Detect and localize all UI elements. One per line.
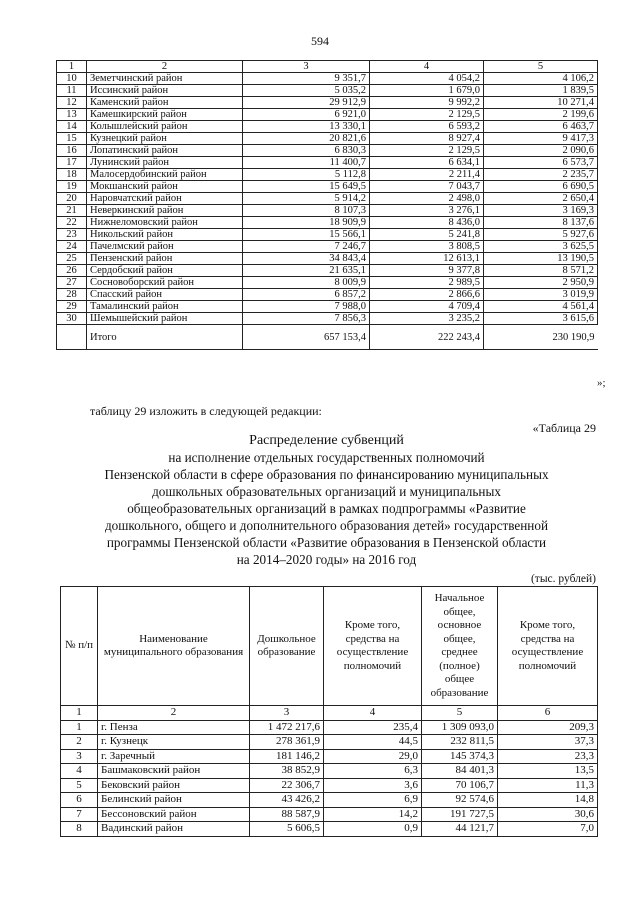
table-label: «Таблица 29 (532, 421, 596, 435)
table-row (57, 169, 598, 181)
table-cell: 8 107,3 (243, 205, 370, 217)
table-cell: 88 587,9 (250, 807, 324, 822)
table-cell: 8 009,9 (243, 277, 370, 289)
table-cell: 26 (57, 265, 87, 277)
table-cell: 6 690,5 (484, 181, 598, 193)
table-cell: Дошкольное образование (250, 587, 324, 706)
table-cell: 9 351,7 (243, 73, 370, 85)
table-cell (57, 325, 87, 350)
table-cell: Шемышейский район (87, 313, 243, 325)
table-cell: 2 129,5 (370, 109, 484, 121)
table-cell: 23,3 (498, 749, 598, 764)
table-cell: 30,6 (498, 807, 598, 822)
amendment-text: таблицу 29 изложить в следующей редакции: (90, 404, 322, 418)
table-cell: Итого (87, 325, 243, 350)
title-line: общеобразовательных организаций в рамках подпрограммы «Развитие (127, 501, 526, 516)
table-cell: 3 808,5 (370, 241, 484, 253)
table-cell: Наровчатский район (87, 193, 243, 205)
title-line: дошкольного, общего и дополнительного образования детей» государственной (104, 518, 549, 533)
table-cell: 13 190,5 (484, 253, 598, 265)
table-cell: 3 625,5 (484, 241, 598, 253)
table-cell: 23 (57, 229, 87, 241)
table-row (57, 217, 598, 229)
table-cell: Мокшанский район (87, 181, 243, 193)
table-row (57, 277, 598, 289)
table-cell: 2 650,4 (484, 193, 598, 205)
table-cell: 1 (57, 61, 87, 73)
table-cell: 8 436,0 (370, 217, 484, 229)
table-cell: 5 (484, 61, 598, 73)
table-cell: 3 (243, 61, 370, 73)
table-cell: 145 374,3 (422, 749, 498, 764)
table-cell: 20 821,6 (243, 133, 370, 145)
table-cell: 19 (57, 181, 87, 193)
table-cell: 3 019,9 (484, 289, 598, 301)
table-cell: 14,8 (498, 793, 598, 808)
table-row (61, 778, 598, 793)
table-cell: 6 (498, 706, 598, 721)
table-header-row (57, 61, 598, 73)
table-cell: 8 571,2 (484, 265, 598, 277)
table-cell: 3 615,6 (484, 313, 598, 325)
table-cell: 2 989,5 (370, 277, 484, 289)
table-cell: 2 199,6 (484, 109, 598, 121)
table-cell: 2 235,7 (484, 169, 598, 181)
table-row (57, 301, 598, 313)
table-cell: 28 (57, 289, 87, 301)
table-cell: 16 (57, 145, 87, 157)
table-row (57, 241, 598, 253)
table-cell: 2 211,4 (370, 169, 484, 181)
subvention-table-29 (60, 586, 598, 837)
table-cell: 8 927,4 (370, 133, 484, 145)
table-cell: 8 (61, 822, 98, 837)
table-cell: 30 (57, 313, 87, 325)
table-cell: 92 574,6 (422, 793, 498, 808)
table-row (57, 229, 598, 241)
table-row (61, 764, 598, 779)
title-line: Распределение субвенций (249, 433, 404, 448)
table-cell: 29 (57, 301, 87, 313)
table-cell: 4 106,2 (484, 73, 598, 85)
table-cell: 34 843,4 (243, 253, 370, 265)
table-cell: 11 400,7 (243, 157, 370, 169)
page-number: 594 (311, 34, 329, 48)
table-row (61, 822, 598, 837)
table-cell: 2 (98, 706, 250, 721)
table-cell: 6 593,2 (370, 121, 484, 133)
table-cell: Тамалинский район (87, 301, 243, 313)
table-row (61, 720, 598, 735)
table-cell: Лунинский район (87, 157, 243, 169)
table-cell: 24 (57, 241, 87, 253)
table-cell: 6,9 (324, 793, 422, 808)
table-cell: 6,3 (324, 764, 422, 779)
table-cell: 4 (61, 764, 98, 779)
table-cell: 4 709,4 (370, 301, 484, 313)
table-cell: 4 (324, 706, 422, 721)
table-cell: 12 (57, 97, 87, 109)
table-cell: Лопатинский район (87, 145, 243, 157)
table-cell: 25 (57, 253, 87, 265)
table-cell: 4 054,2 (370, 73, 484, 85)
table-cell: Сердобский район (87, 265, 243, 277)
table-cell: Пензенский район (87, 253, 243, 265)
table-cell: 1 309 093,0 (422, 720, 498, 735)
table-row (57, 205, 598, 217)
table-cell: 3 169,3 (484, 205, 598, 217)
table-cell: Кроме того, средства на осуществление полномочий (498, 587, 598, 706)
table-cell: 6 573,7 (484, 157, 598, 169)
table-row (57, 313, 598, 325)
table-row (57, 265, 598, 277)
table-cell: Бековский район (98, 778, 250, 793)
table-row (57, 289, 598, 301)
table-cell: 44 121,7 (422, 822, 498, 837)
table-cell: 6 (61, 793, 98, 808)
table-cell: 15 566,1 (243, 229, 370, 241)
table-cell: 1 (61, 720, 98, 735)
table-cell: № п/п (61, 587, 98, 706)
table-cell: Белинский район (98, 793, 250, 808)
table-cell: 70 106,7 (422, 778, 498, 793)
title-line: дошкольных образовательных организаций и муниципальных (152, 484, 501, 499)
table-cell: 11 (57, 85, 87, 97)
table-cell: 2 498,0 (370, 193, 484, 205)
table-cell: 12 613,1 (370, 253, 484, 265)
table-cell: 9 377,8 (370, 265, 484, 277)
table-cell: 230 190,9 (484, 325, 598, 350)
table-row (57, 73, 598, 85)
table-cell: Иссинский район (87, 85, 243, 97)
table-cell: 5 606,5 (250, 822, 324, 837)
table-cell: Начальное общее, основное общее, среднее (полное) общее образование (422, 587, 498, 706)
table-cell: 29 912,9 (243, 97, 370, 109)
table-cell: 7 043,7 (370, 181, 484, 193)
table-cell: Кроме того, средства на осуществление полномочий (324, 587, 422, 706)
table-cell: 21 (57, 205, 87, 217)
table-cell: 29,0 (324, 749, 422, 764)
table-cell: 22 306,7 (250, 778, 324, 793)
table-cell: 278 361,9 (250, 735, 324, 750)
table-cell: Колышлейский район (87, 121, 243, 133)
table-cell: Кузнецкий район (87, 133, 243, 145)
table-cell: 5 035,2 (243, 85, 370, 97)
table-cell: 222 243,4 (370, 325, 484, 350)
table-header-row (61, 587, 598, 706)
table-cell: 8 137,6 (484, 217, 598, 229)
table-cell: 43 426,2 (250, 793, 324, 808)
table-row (57, 109, 598, 121)
table-cell: 3 276,1 (370, 205, 484, 217)
table-cell: 15 (57, 133, 87, 145)
table-cell: Башмаковский район (98, 764, 250, 779)
table-cell: г. Заречный (98, 749, 250, 764)
table-cell: Неверкинский район (87, 205, 243, 217)
table-cell: Спасский район (87, 289, 243, 301)
table-row (57, 121, 598, 133)
table-cell: 209,3 (498, 720, 598, 735)
table-cell: Малосердобинский район (87, 169, 243, 181)
table-cell: 2 866,6 (370, 289, 484, 301)
table-cell: 10 (57, 73, 87, 85)
table-row (61, 735, 598, 750)
table-cell: 2 129,5 (370, 145, 484, 157)
table-closing-mark: »; (597, 377, 606, 389)
table-row (61, 793, 598, 808)
table-cell: 5 (61, 778, 98, 793)
title-line: Пензенской области в сфере образования по финансированию муниципальных (104, 467, 549, 482)
table-cell: 7 988,0 (243, 301, 370, 313)
table-cell: г. Кузнецк (98, 735, 250, 750)
table-cell: 15 649,5 (243, 181, 370, 193)
table-cell: 657 153,4 (243, 325, 370, 350)
table-row (57, 253, 598, 265)
table-row (57, 85, 598, 97)
table-cell: 2 950,9 (484, 277, 598, 289)
table-cell: 1 839,5 (484, 85, 598, 97)
table-row (61, 749, 598, 764)
table-cell: 10 271,4 (484, 97, 598, 109)
table-cell: 44,5 (324, 735, 422, 750)
table-cell: 235,4 (324, 720, 422, 735)
table-cell: 0,9 (324, 822, 422, 837)
table-cell: 7 856,3 (243, 313, 370, 325)
table-total-row (57, 325, 598, 350)
table-cell: 7 246,7 (243, 241, 370, 253)
table-cell: 20 (57, 193, 87, 205)
title-line: на 2014–2020 годы» на 2016 год (236, 552, 417, 567)
table-cell: 84 401,3 (422, 764, 498, 779)
table-cell: 4 561,4 (484, 301, 598, 313)
table-cell: 5 914,2 (243, 193, 370, 205)
table-cell: 9 992,2 (370, 97, 484, 109)
units-label: (тыс. рублей) (530, 573, 596, 585)
table-cell: 18 909,9 (243, 217, 370, 229)
table-cell: 2 (87, 61, 243, 73)
table-cell: 11,3 (498, 778, 598, 793)
table-cell: 38 852,9 (250, 764, 324, 779)
table-cell: 5 112,8 (243, 169, 370, 181)
table-cell: 27 (57, 277, 87, 289)
table-cell: 21 635,1 (243, 265, 370, 277)
table-cell: 18 (57, 169, 87, 181)
table-cell: 181 146,2 (250, 749, 324, 764)
table-cell: 13 (57, 109, 87, 121)
table-cell: 6 921,0 (243, 109, 370, 121)
table-cell: Пачелмский район (87, 241, 243, 253)
table-cell: Бессоновский район (98, 807, 250, 822)
table-cell: Земетчинский район (87, 73, 243, 85)
table-cell: Каменский район (87, 97, 243, 109)
subvention-table-continued (56, 60, 598, 350)
table-cell: 7 (61, 807, 98, 822)
table-cell: 3 235,2 (370, 313, 484, 325)
table-cell: 6 463,7 (484, 121, 598, 133)
table-cell: 3 (61, 749, 98, 764)
title-line: на исполнение отдельных государственных полномочий (168, 450, 485, 465)
table-row (61, 807, 598, 822)
table-cell: Сосновоборский район (87, 277, 243, 289)
table-row (57, 193, 598, 205)
table-cell: 4 (370, 61, 484, 73)
table-cell: г. Пенза (98, 720, 250, 735)
table-cell: Вадинский район (98, 822, 250, 837)
table-cell: Нижнеломовский район (87, 217, 243, 229)
table-title (56, 432, 597, 568)
table-cell: 17 (57, 157, 87, 169)
table-row (57, 133, 598, 145)
table-row (57, 145, 598, 157)
table-cell: 3,6 (324, 778, 422, 793)
table-cell: 5 241,8 (370, 229, 484, 241)
table-cell: 1 (61, 706, 98, 721)
table-cell: Никольский район (87, 229, 243, 241)
table-cell: 5 927,6 (484, 229, 598, 241)
table-cell: 22 (57, 217, 87, 229)
table-cell: 232 811,5 (422, 735, 498, 750)
table-cell: 9 417,3 (484, 133, 598, 145)
table-cell: 191 727,5 (422, 807, 498, 822)
table-cell: 2 (61, 735, 98, 750)
table-cell: 37,3 (498, 735, 598, 750)
table-row (57, 97, 598, 109)
table-cell: 5 (422, 706, 498, 721)
table-cell: 1 472 217,6 (250, 720, 324, 735)
table-cell: 2 090,6 (484, 145, 598, 157)
table-cell: 3 (250, 706, 324, 721)
table-cell: 14 (57, 121, 87, 133)
table-row (57, 181, 598, 193)
table-row (57, 157, 598, 169)
table-cell: 13,5 (498, 764, 598, 779)
table-cell: 13 330,1 (243, 121, 370, 133)
table-cell: Наименование муниципального образования (98, 587, 250, 706)
table-cell: 14,2 (324, 807, 422, 822)
table-cell: 6 857,2 (243, 289, 370, 301)
table-cell: 7,0 (498, 822, 598, 837)
title-line: программы Пензенской области «Развитие образования в Пензенской области (106, 535, 547, 550)
table-cell: 6 830,3 (243, 145, 370, 157)
table-cell: 1 679,0 (370, 85, 484, 97)
table-cell: 6 634,1 (370, 157, 484, 169)
table-cell: Камешкирский район (87, 109, 243, 121)
table-index-row (61, 706, 598, 721)
